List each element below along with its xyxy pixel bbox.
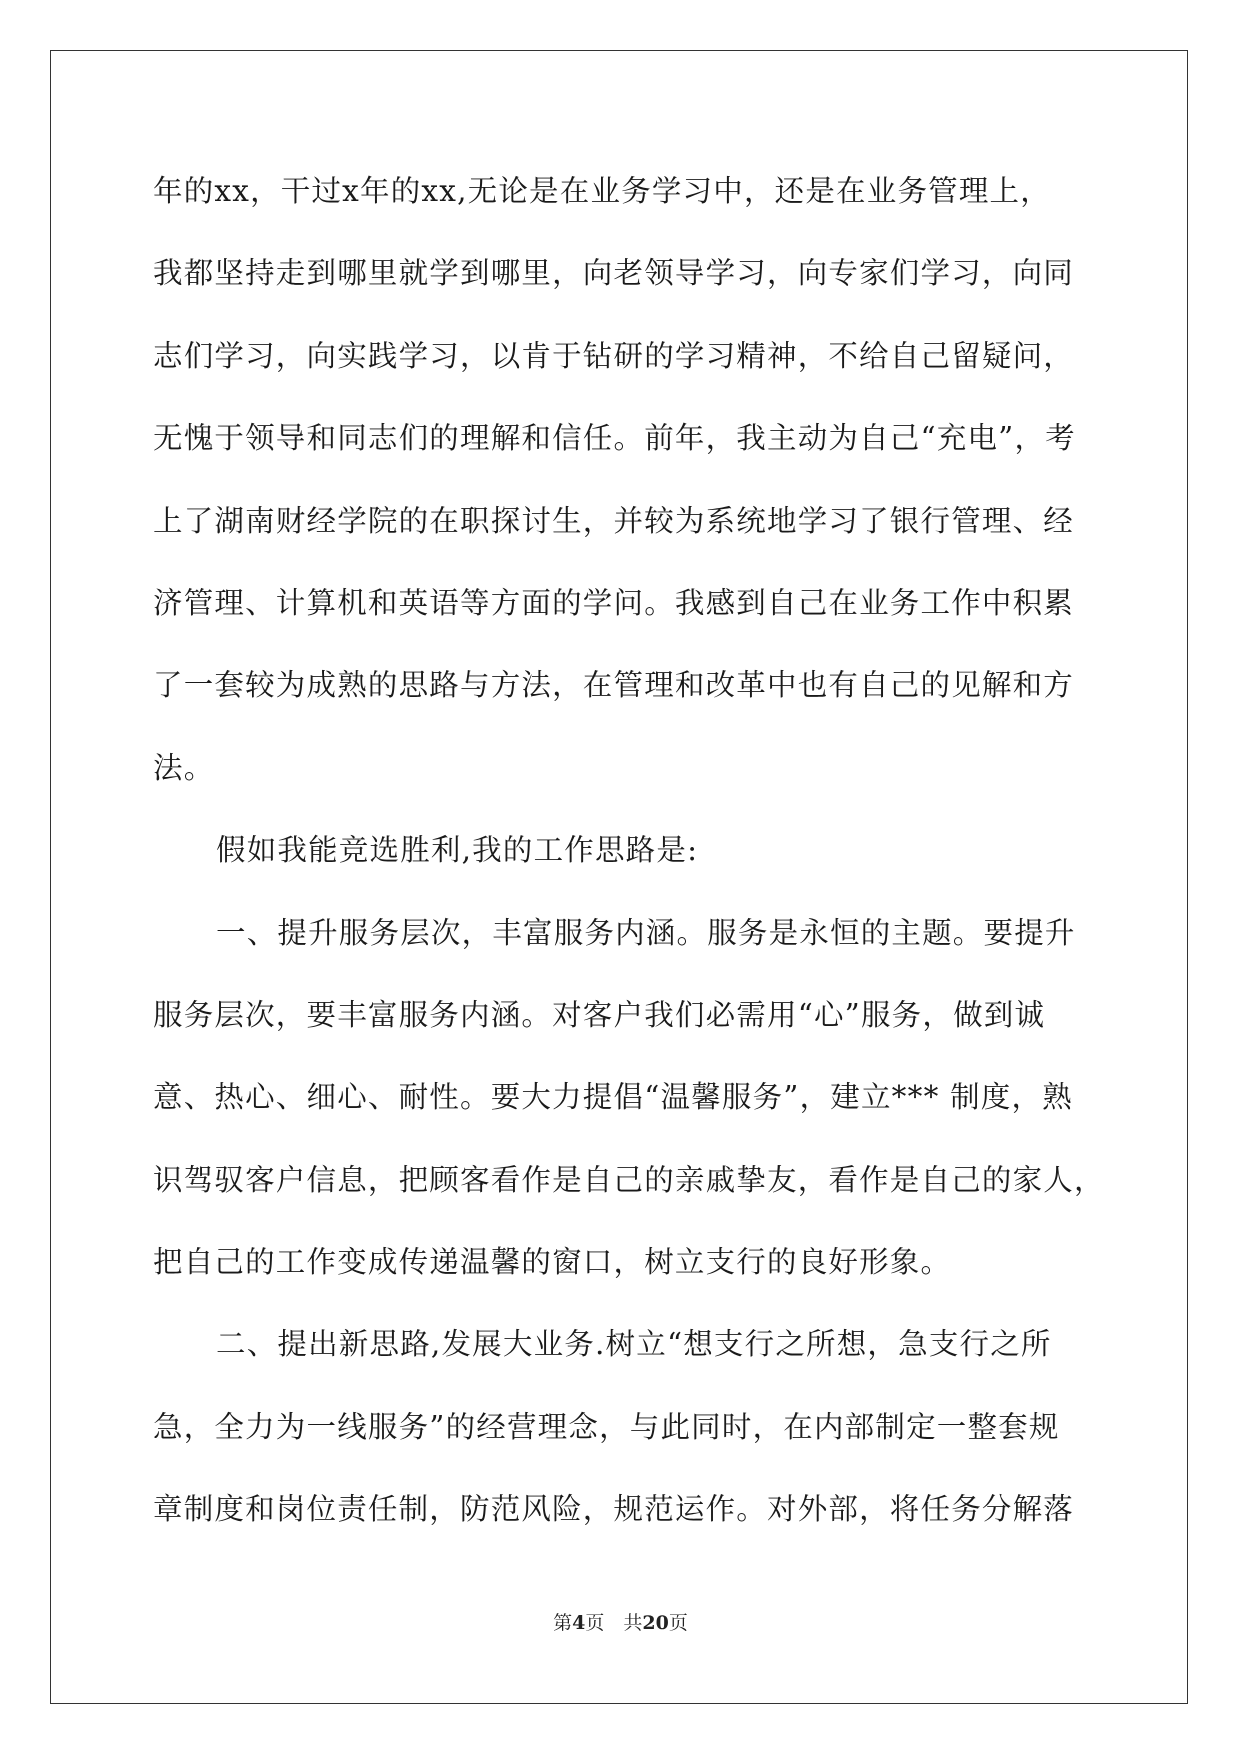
- document-body: [153, 150, 1105, 1551]
- text-line: 法。: [153, 750, 215, 785]
- current-page-number: 4: [572, 1612, 586, 1634]
- footer-suffix: 页: [668, 1612, 688, 1634]
- footer-prefix: 第: [553, 1612, 573, 1634]
- total-page-number: 20: [642, 1612, 669, 1634]
- text-line: 意、热心、细心、耐性。要大力提倡“温馨服务”，建立*** 制度，熟: [153, 1080, 1073, 1115]
- text-line: 无愧于领导和同志们的理解和信任。前年，我主动为自己“充电”，考: [153, 421, 1076, 456]
- text-line: 了一套较为成熟的思路与方法，在管理和改革中也有自己的见解和方: [153, 668, 1075, 703]
- text-line: 假如我能竞选胜利,我的工作思路是:: [216, 833, 699, 868]
- text-line: 急，全力为一线服务”的经营理念，与此同时，在内部制定一整套规: [153, 1409, 1060, 1444]
- text-line: 二、提出新思路,发展大业务.树立“想支行之所想，急支行之所: [216, 1327, 1052, 1362]
- text-line: 服务层次，要丰富服务内涵。对客户我们必需用“心”服务，做到诚: [153, 997, 1046, 1032]
- text-line: 年的xx，干过x年的xx,无论是在业务学习中，还是在业务管理上，: [153, 174, 1051, 208]
- text-line: 我都坚持走到哪里就学到哪里，向老领导学习，向专家们学习，向同: [153, 256, 1075, 291]
- text-line: 上了湖南财经学院的在职探讨生，并较为系统地学习了银行管理、经: [153, 503, 1075, 538]
- text-line: 把自己的工作变成传递温馨的窗口，树立支行的良好形象。: [153, 1245, 952, 1280]
- text-line: 一、提升服务层次，丰富服务内涵。服务是永恒的主题。要提升: [216, 915, 1076, 950]
- text-line: 章制度和岗位责任制，防范风险，规范运作。对外部，将任务分解落: [153, 1492, 1075, 1527]
- text-line: 济管理、计算机和英语等方面的学问。我感到自己在业务工作中积累: [153, 585, 1075, 620]
- page-footer: [0, 1608, 1241, 1635]
- text-line: 志们学习，向实践学习，以肯于钻研的学习精神，不给自己留疑问，: [153, 338, 1075, 373]
- text-line: 识驾驭客户信息，把顾客看作是自己的亲戚挚友，看作是自己的家人，: [153, 1162, 1105, 1197]
- footer-mid: 页 共: [585, 1612, 643, 1634]
